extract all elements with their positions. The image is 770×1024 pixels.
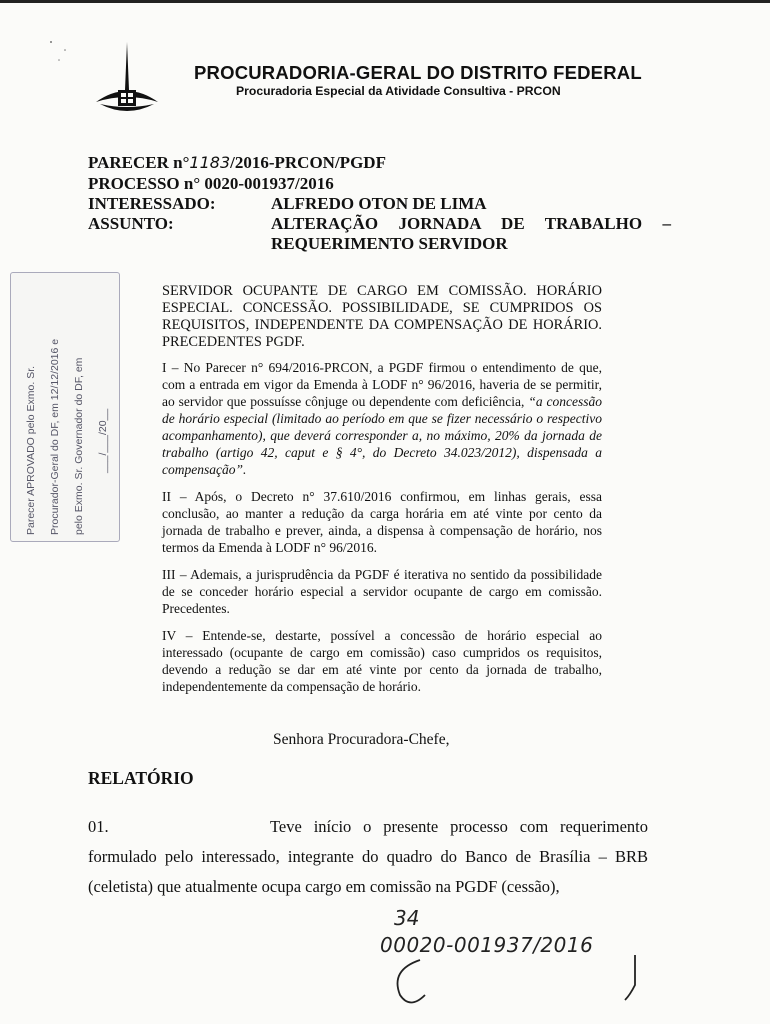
parecer-label: PARECER n° xyxy=(88,153,190,172)
assunto-block xyxy=(88,214,671,256)
interessado-value: ALFREDO OTON DE LIMA xyxy=(271,194,487,213)
stamp-line-1: Parecer APROVADO pelo Exmo. Sr. xyxy=(25,365,37,535)
paragraph-text: Teve início o presente processo com requerimento formulado pelo interessado, integrante do quadro do Banco de Brasília – BRB (celetista) que atualmente ocupa cargo em comissão na PGDF (cessão), xyxy=(88,817,648,896)
handwritten-flourish xyxy=(380,955,680,1015)
interessado-label: INTERESSADO: xyxy=(88,194,216,213)
greeting: Senhora Procuradora-Chefe, xyxy=(273,731,450,748)
ementa xyxy=(162,283,602,360)
paragraph-01 xyxy=(88,812,648,902)
parecer-number-handwritten: 1183 xyxy=(189,153,231,172)
summary-item-4: IV – Entende-se, destarte, possível a concessão de horário especial ao interessado (ocupante de cargo em comissão) caso cumpridos os requisitos, devendo a redução se dar em até vinte por cento da jornada de trabalho, independentemente da compensação de horário. xyxy=(162,628,602,694)
top-border-line xyxy=(0,0,770,3)
paragraph-number: 01. xyxy=(88,817,109,836)
assunto-label: ASSUNTO: xyxy=(88,214,174,233)
stamp-line-3: pelo Exmo. Sr. Governador do DF, em xyxy=(73,357,85,535)
stamp-line-2: Procurador-Geral do DF, em 12/12/2016 e xyxy=(49,338,61,535)
summary-item-3: III – Ademais, a jurisprudência da PGDF é iterativa no sentido da possibilidade de se conceder horário especial a servidor ocupante de cargo em comissão. Precedentes. xyxy=(162,567,602,616)
assunto-value-line1: ALTERAÇÃO JORNADA DE TRABALHO – xyxy=(271,214,671,233)
brasilia-emblem-logo xyxy=(92,40,162,115)
org-subtitle: Procuradoria Especial da Atividade Consultiva - PRCON xyxy=(236,84,561,98)
parecer-suffix: /2016-PRCON/PGDF xyxy=(230,153,386,172)
org-title: PROCURADORIA-GERAL DO DISTRITO FEDERAL xyxy=(194,62,642,83)
stamp-line-4: ___/___/20__ xyxy=(97,408,109,473)
processo-line: PROCESSO n° 0020-001937/2016 xyxy=(88,174,334,193)
summary-item-1: I – No Parecer n° 694/2016-PRCON, a PGDF firmou o entendimento de que, com a entrada em vigor da Emenda à LODF n° 96/2016, haveria de se permitir, ao servidor que possuísse cônjuge ou dependente com deficiência, “a concessão de horário especial (limitado ao período em que se fizer necessário o respectivo acompanhamento), que deverá corresponder a, no máximo, 20% da jornada de trabalho (artigo 42, caput e § 4°, do Decreto 34.023/2012), dispensada a compensação”. xyxy=(162,360,602,477)
approval-stamp xyxy=(10,272,120,542)
summary-item-2: II – Após, o Decreto n° 37.610/2016 confirmou, em linhas gerais, essa conclusão, ao manter a redução da carga horária em até vinte por cento da jornada de trabalho e prever, ainda, a dispensa à compensação de horário, nos termos da Emenda à LODF n° 96/2016. xyxy=(162,489,602,555)
assunto-value-line2: REQUERIMENTO SERVIDOR xyxy=(271,234,508,253)
page-number-handwritten: 34 xyxy=(394,906,420,930)
process-number-handwritten: 00020-001937/2016 xyxy=(380,933,594,957)
section-title-relatorio: RELATÓRIO xyxy=(88,768,194,788)
summary-list xyxy=(162,359,602,705)
ementa-text: SERVIDOR OCUPANTE DE CARGO EM COMISSÃO. HORÁRIO ESPECIAL. CONCESSÃO. POSSIBILIDADE, SE CUMPRIDOS OS REQUISITOS, INDEPENDENTE DA COMPENSAÇÃO DE HORÁRIO. PRECEDENTES PGDF. xyxy=(162,283,602,350)
scan-speckles xyxy=(45,38,85,68)
parecer-line xyxy=(88,153,668,173)
